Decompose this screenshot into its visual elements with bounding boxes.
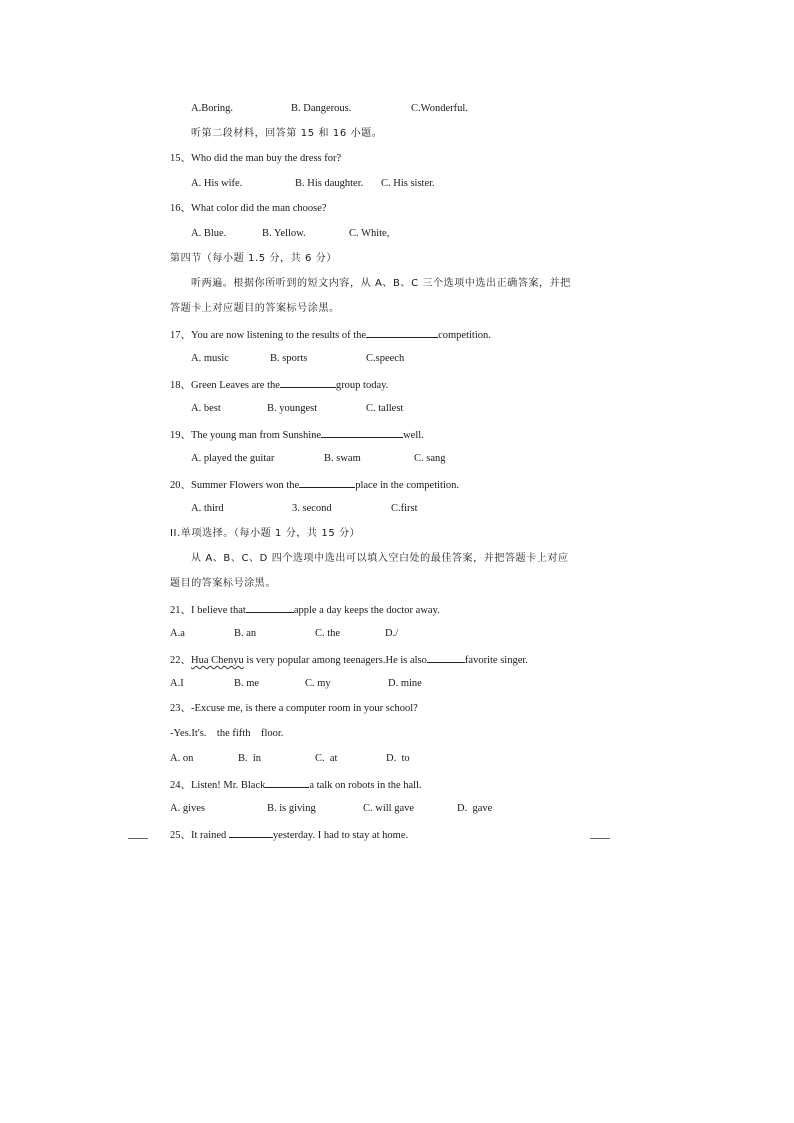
q20-option-a: A. third [191,503,224,514]
part2-heading: II.单项选择。（每小题 1 分，共 15 分） [170,528,361,539]
q24-option-d: D. gave [457,803,493,814]
q20-blank [299,477,355,488]
q20-option-c: C.first [391,503,418,514]
q24-stem [170,777,422,793]
q22-number: 22、 [170,655,191,666]
q20-stem-post: place in the competition. [355,480,460,491]
q21-option-c: C. the [315,628,341,639]
q20-stem-pre: 20、Summer Flowers won the [170,480,300,491]
part4-instruction-line1: 听两遍。根据你所听到的短文内容，从 A、B、C 三个选项中选出正确答案，并把 [191,278,571,289]
q21-stem [170,602,440,618]
q21-option-d: D./ [385,628,399,639]
q15-option-a: A. His wife. [191,178,243,189]
q25-stem-post: yesterday. I had to stay at home. [272,830,409,841]
q17-option-b: B. sports [270,353,308,364]
q25-stem [170,827,408,843]
q19-option-c: C. sang [414,453,446,464]
part2-instruction-line1: 从 A、B、C、D 四个选项中选出可以填入空白处的最佳答案，并把答题卡上对应 [191,553,569,564]
q25-blank [229,827,273,838]
q18-stem-pre: 18、Green Leaves are the [170,380,280,391]
q22-stem-mid: is very popular among teenagers.He is also [243,655,427,666]
q21-stem-post: apple a day keeps the doctor away. [293,605,440,616]
q15-stem: 15、Who did the man buy the dress for? [170,153,342,164]
q24-blank [265,777,309,788]
q22-stem-post: favorite singer. [464,655,528,666]
q16-stem: 16、What color did the man choose? [170,203,327,214]
q15-option-b: B. His daughter. [295,178,364,189]
q14-option-b: B. Dangerous. [291,103,352,114]
q16-option-b: B. Yellow. [262,228,306,239]
q23-answer: -Yes.It's. the fifth floor. [170,728,284,739]
q17-blank [366,327,438,338]
q14-option-c: C.Wonderful. [411,103,468,114]
page-edge-mark-left [128,838,148,839]
q19-option-b: B. swam [324,453,361,464]
q23-option-c: C. at [315,753,338,764]
q22-option-a: A.I [170,678,184,689]
part4-heading: 第四节（每小题 1.5 分，共 6 分） [170,253,337,264]
q17-stem-post: competition. [438,330,491,341]
section2-instruction: 听第二段材料，回答第 15 和 16 小题。 [191,128,383,139]
q22-blank [427,652,465,663]
q22-stem [170,652,528,668]
q21-blank [246,602,294,613]
q19-stem [170,427,424,443]
q24-option-c: C. will gave [363,803,415,814]
q18-option-b: B. youngest [267,403,318,414]
q24-stem-pre: 24、Listen! Mr. Black [170,780,266,791]
q18-option-a: A. best [191,403,221,414]
q24-option-b: B. is giving [267,803,316,814]
q17-stem [170,327,491,343]
q17-option-c: C.speech [366,353,405,364]
q15-option-c: C. His sister. [381,178,435,189]
q24-option-a: A. gives [170,803,205,814]
q18-blank [280,377,336,388]
q21-stem-pre: 21、I believe that [170,605,246,616]
q22-option-c: C. my [305,678,331,689]
q18-option-c: C. tallest [366,403,404,414]
q20-stem [170,477,459,493]
part2-instruction-line2: 题目的答案标号涂黑。 [170,578,276,589]
q23-option-a: A. on [170,753,194,764]
q20-option-b: 3. second [292,503,332,514]
q18-stem-post: group today. [335,380,389,391]
q16-option-c: C. White, [349,228,390,239]
q19-blank [321,427,403,438]
q23-stem: 23、-Excuse me, is there a computer room in your school? [170,703,418,714]
q19-stem-pre: 19、The young man from Sunshine [170,430,322,441]
q19-stem-post: well. [403,430,424,441]
q22-name: Hua Chenyu [191,655,244,666]
q23-option-d: D. to [386,753,410,764]
q17-option-a: A. music [191,353,229,364]
q22-option-d: D. mine [388,678,422,689]
page-edge-mark-right [590,838,610,839]
part4-instruction-line2: 答题卡上对应题目的答案标号涂黑。 [170,303,340,314]
q21-option-b: B. an [234,628,257,639]
q14-option-a: A.Boring. [191,103,233,114]
q18-stem [170,377,388,393]
q19-option-a: A. played the guitar [191,453,275,464]
q21-option-a: A.a [170,628,185,639]
q22-option-b: B. me [234,678,260,689]
q16-option-a: A. Blue. [191,228,227,239]
q17-stem-pre: 17、You are now listening to the results of the [170,330,367,341]
q23-option-b: B. in [238,753,262,764]
q25-stem-pre: 25、It rained [170,830,227,841]
q24-stem-post: a talk on robots in the hall. [309,780,422,791]
